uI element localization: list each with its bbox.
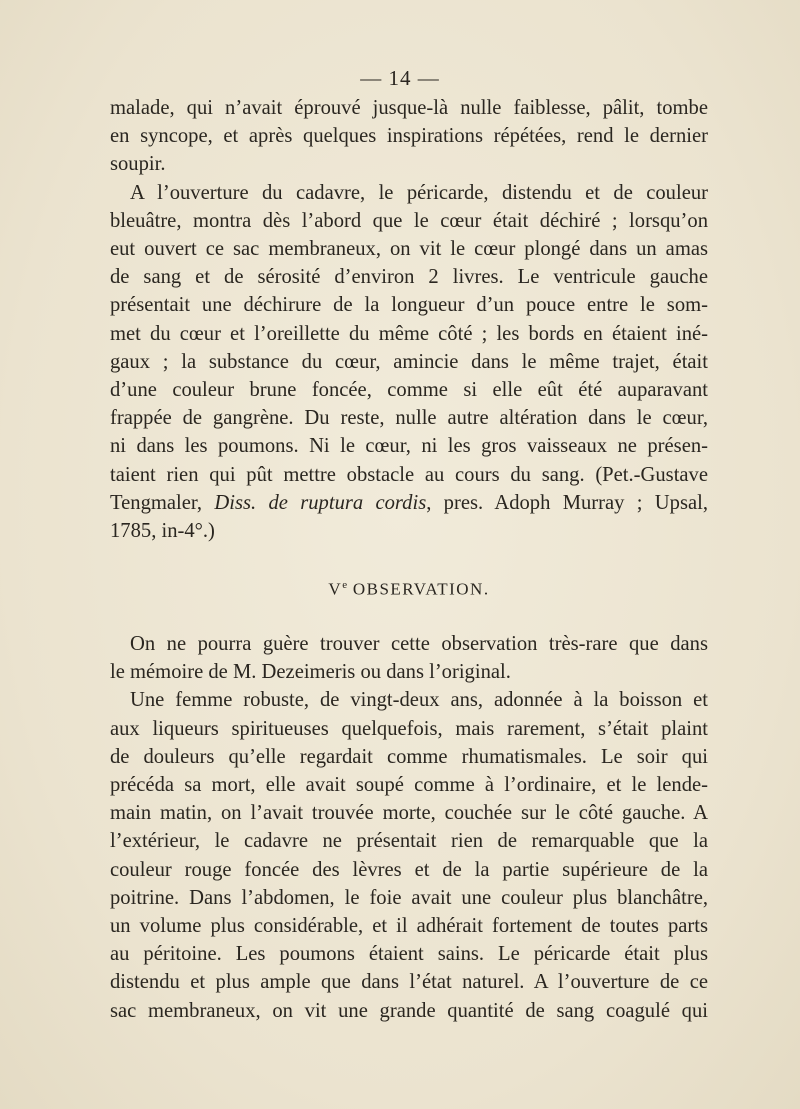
citation-rest: , pres. Adoph Murray ; Upsal, [426, 491, 709, 514]
text-line: l’extérieur, le cadavre ne présentait rien de remarquable que la [110, 830, 708, 853]
text-line: d’une couleur brune foncée, comme si elle eût été auparavant [110, 379, 708, 402]
text-line: gaux ; la substance du cœur, amincie dans le même trajet, était [110, 350, 708, 373]
text-line: malade, qui n’avait éprouvé jusque-là nulle faiblesse, pâlit, tombe [110, 97, 708, 119]
page-number: — 14 — [360, 66, 440, 90]
text-line: sac membraneux, on vit une grande quantité de sang coagulé qui [110, 999, 708, 1022]
text-line: un volume plus considérable, et il adhérait fortement de toutes parts [110, 914, 708, 937]
text-line: taient rien qui pût mettre obstacle au cours du sang. (Pet.-Gustave [110, 463, 708, 486]
text-line: soupir. [110, 153, 166, 176]
text-line: A l’ouverture du cadavre, le péricarde, distendu et de couleur [130, 181, 708, 204]
paragraph-4 [110, 686, 708, 1024]
text-line-citation [110, 489, 708, 517]
heading-numeral: V [328, 579, 343, 599]
text-line: le mémoire de M. Dezeimeris ou dans l’original. [110, 661, 511, 684]
text-line: eut ouvert ce sac membraneux, on vit le cœur plongé dans un amas [110, 238, 708, 261]
text-line: 1785, in-4°.) [110, 520, 215, 543]
paragraph-3 [110, 630, 708, 686]
text-line: frappée de gangrène. Du reste, nulle autre altération dans le cœur, [110, 407, 708, 430]
text-line: On ne pourra guère trouver cette observation très-rare que dans [130, 632, 708, 655]
text-line: met du cœur et l’oreillette du même côté ; les bords en étaient iné- [110, 322, 708, 345]
body-text [110, 94, 708, 1025]
heading-title: OBSERVATION. [347, 579, 490, 599]
text-line: précéda sa mort, elle avait soupé comme à l’ordinaire, et le lende- [110, 773, 708, 796]
text-line: ni dans les poumons. Ni le cœur, ni les gros vaisseaux ne présen- [110, 435, 708, 458]
paragraph-1 [110, 94, 708, 179]
text-line: poitrine. Dans l’abdomen, le foie avait une couleur plus blanchâtre, [110, 886, 708, 909]
text-line: de douleurs qu’elle regardait comme rhumatismales. Le soir qui [110, 745, 708, 768]
text-line: aux liqueurs spiritueuses quelquefois, mais rarement, s’était plaint [110, 717, 708, 740]
text-line: couleur rouge foncée des lèvres et de la partie supérieure de la [110, 858, 708, 881]
text-line: en syncope, et après quelques inspirations répétées, rend le dernier [110, 125, 708, 148]
text-line: Une femme robuste, de vingt-deux ans, adonnée à la boisson et [130, 689, 708, 712]
text-line: bleuâtre, montra dès l’abord que le cœur était déchiré ; lorsqu’on [110, 209, 708, 232]
text-line: présentait une déchirure de la longueur d’un pouce entre le som- [110, 294, 708, 317]
citation-title: Diss. de ruptura cordis [214, 491, 427, 514]
citation-author: Tengmaler, [110, 491, 215, 514]
text-line: au péritoine. Les poumons étaient sains. Le péricarde était plus [110, 943, 708, 966]
text-line: main matin, on l’avait trouvée morte, couchée sur le côté gauche. A [110, 802, 708, 825]
section-heading [110, 575, 708, 600]
text-line: de sang et de sérosité d’environ 2 livres. Le ventricule gauche [110, 266, 708, 289]
text-line: distendu et plus ample que dans l’état naturel. A l’ouverture de ce [110, 971, 708, 994]
heading-superscript: e [342, 579, 348, 592]
paragraph-2 [110, 179, 708, 546]
